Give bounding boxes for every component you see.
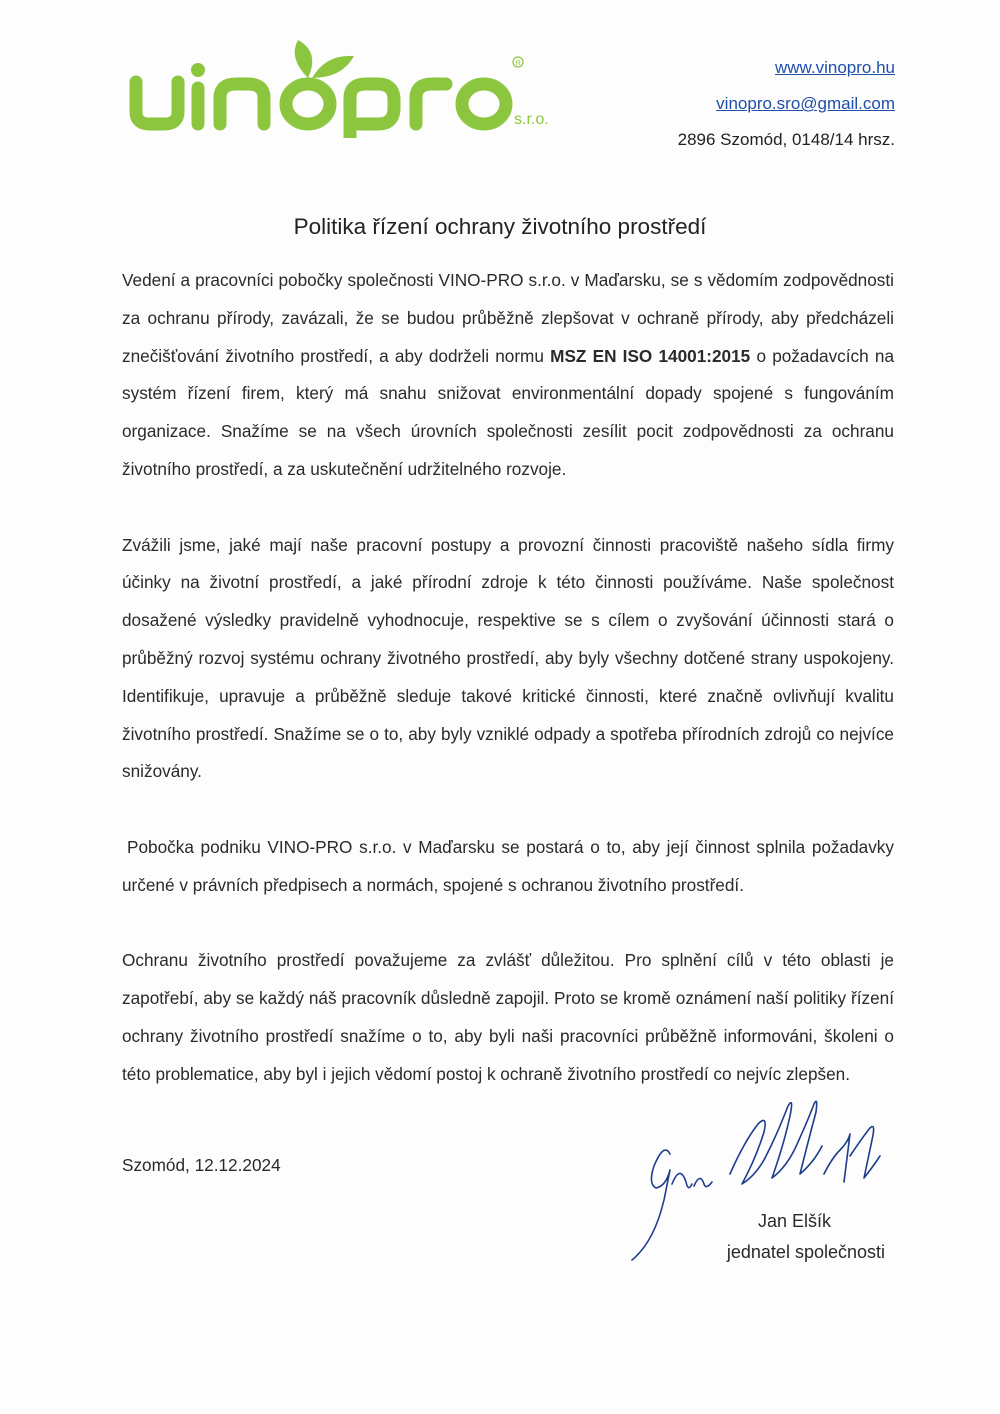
paragraph-1-text-a: Vedení a pracovníci pobočky společnosti VINO-PRO s.r.o. v Maďarsku, se s vědomím zodpovědnosti za ochranu přírody, zavázali, že se budou průběžně zlepšovat v ochraně přírody, aby předcházeli znečišťování životního prostředí, a aby dodrželi normu <box>122 270 894 366</box>
paragraph-1 <box>122 262 894 489</box>
paragraph-4: Ochranu životního prostředí považujeme za zvlášť důležitou. Pro splnění cílů v této oblasti je zapotřebí, aby se každý náš pracovník důsledně zapojil. Proto se kromě oznámení naší politiky řízení ochrany životního prostředí snažíme o to, aby byli naši pracovníci průběžně informováni, školeni o této problematice, aby byl i jejich vědomí postoj k ochraně životního prostředí co nejvíc zlepšen. <box>122 950 894 1084</box>
website-link[interactable]: www.vinopro.hu <box>774 58 895 77</box>
document-date: Szomód, 12.12.2024 <box>122 1155 281 1175</box>
document-body <box>122 262 894 1131</box>
contact-block <box>678 50 895 158</box>
document-title: Politika řízení ochrany životního prostředí <box>293 214 707 239</box>
iso-standard: MSZ EN ISO 14001:2015 <box>550 345 751 366</box>
paragraph-3: Pobočka podniku VINO-PRO s.r.o. v Maďarsku se postará o to, aby její činnost splnila požadavky určené v právních předpisech a normách, spojené s ochranou životního prostředí. <box>122 836 894 895</box>
company-logo <box>128 38 568 138</box>
paragraph-2: Zvážili jsme, jaké mají naše pracovní postupy a provozní činnosti pracoviště našeho sídla firmy účinky na životní prostředí, a jaké přírodní zdroje k této činnosti používáme. Naše společnost dosažené výsledky pravidelně vyhodnocuje, respektive se s cílem o zvyšování účinnosti stará o průběžný rozvoj systému ochrany životného prostředí, aby byly všechny dotčené strany uspokojeny. Identifikuje, upravuje a průběžně sleduje takové kritické činnosti, které značně ovlivňují kvalitu životního prostředí. Snažíme se o to, aby byly vzniklé odpady a spotřeba přírodních zdrojů co nejvíce snižovány. <box>122 534 894 782</box>
paragraph-1-text-b: o požadavcích na systém řízení firem, který má snahu snižovat environmentální dopady spojené s fungováním organizace. Snažíme se na všech úrovních společnosti zesílit pocit zodpovědnosti za ochranu životního prostředí, a za uskutečnění udržitelného rozvoje. <box>122 345 895 479</box>
signer-name: Jan Elšík <box>757 1211 831 1231</box>
company-address: 2896 Szomód, 0148/14 hrsz. <box>677 130 895 149</box>
signer-role: jednatel společnosti <box>726 1242 885 1262</box>
signer-block <box>727 1206 885 1268</box>
email-link[interactable]: vinopro.sro@gmail.com <box>716 94 895 113</box>
logo-suffix: s.r.o. <box>514 111 549 128</box>
svg-text:R: R <box>515 60 521 67</box>
vinopro-logo-graphic <box>128 38 568 138</box>
